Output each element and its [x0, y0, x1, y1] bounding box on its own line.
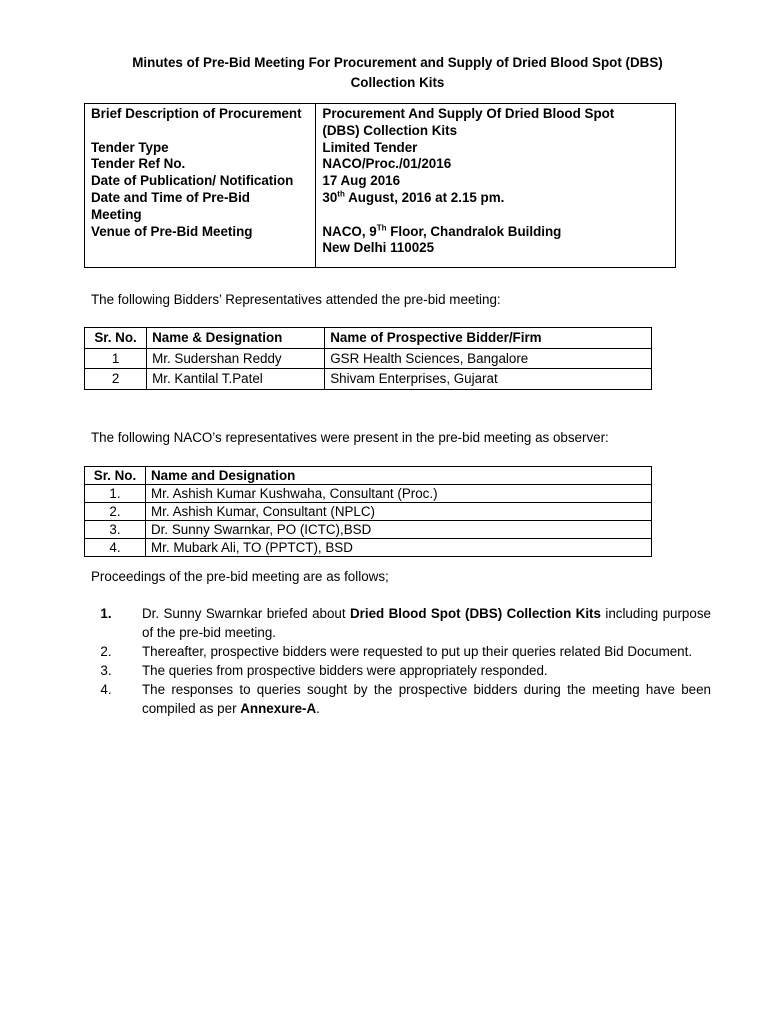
table-row — [85, 104, 676, 268]
table-cell — [85, 104, 316, 268]
brief-label: Brief Description of Procurement — [91, 106, 302, 121]
table-row — [85, 348, 652, 369]
table-cell: Mr. Mubark Ali, TO (PPTCT), BSD — [146, 539, 652, 557]
proceedings-intro: Proceedings of the pre-bid meeting are as follows; — [91, 569, 389, 584]
column-header: Sr. No. — [85, 467, 146, 485]
table-cell — [316, 104, 676, 268]
document-title — [90, 53, 705, 93]
list-number: 3. — [100, 663, 112, 678]
bidders-intro: The following Bidders’ Representatives attended the pre-bid meeting: — [91, 292, 501, 307]
table-header-row — [85, 328, 652, 349]
pub-date-label: Date of Publication/ Notification — [91, 173, 294, 189]
brief-value-1: Procurement And Supply Of Dried Blood Spot — [322, 106, 615, 121]
bidders-table — [84, 327, 652, 390]
pub-date-value: 17 Aug 2016 — [322, 173, 401, 189]
table-header-row — [85, 467, 652, 485]
table-cell: 1. — [85, 485, 146, 503]
venue-value-2: New Delhi 110025 — [322, 240, 435, 256]
list-number: 2. — [100, 644, 112, 659]
column-header: Name & Designation — [147, 328, 325, 349]
tender-type-label: Tender Type — [91, 139, 169, 155]
meeting-time-value: 30th August, 2016 at 2.15 pm. — [322, 189, 505, 205]
column-header: Name of Prospective Bidder/Firm — [325, 328, 652, 349]
list-item: 3. The queries from prospective bidders were appropriately responded. — [96, 661, 711, 680]
list-item: 2. Thereafter, prospective bidders were requested to put up their queries related Bid Document. — [96, 642, 711, 661]
table-row — [85, 521, 652, 539]
venue-label: Venue of Pre-Bid Meeting — [91, 223, 253, 239]
table-cell: 4. — [85, 539, 146, 557]
observers-intro: The following NACO’s representatives were present in the pre-bid meeting as observer: — [91, 430, 609, 445]
tender-ref-label: Tender Ref No. — [91, 156, 186, 172]
title-line-1: Minutes of Pre-Bid Meeting For Procurement and Supply of Dried Blood Spot (DBS) — [132, 55, 663, 70]
tender-details-table — [84, 103, 676, 268]
table-cell: Shivam Enterprises, Gujarat — [325, 369, 652, 390]
proceedings-list — [96, 604, 711, 718]
table-row — [85, 539, 652, 557]
title-line-2: Collection Kits — [350, 75, 445, 90]
tender-ref-value: NACO/Proc./01/2016 — [322, 156, 452, 172]
list-item: 1. Dr. Sunny Swarnkar briefed about Dried Blood Spot (DBS) Collection Kits including purpose of the pre-bid meeting. — [96, 604, 711, 642]
table-cell: Mr. Ashish Kumar Kushwaha, Consultant (Proc.) — [146, 485, 652, 503]
table-cell: 2. — [85, 503, 146, 521]
column-header: Name and Designation — [146, 467, 652, 485]
column-header: Sr. No. — [85, 328, 147, 349]
meeting-time-label-2: Meeting — [91, 206, 142, 222]
list-number: 4. — [100, 682, 112, 697]
table-row — [85, 485, 652, 503]
table-cell: Mr. Sudershan Reddy — [147, 348, 325, 369]
meeting-time-label-1: Date and Time of Pre-Bid — [91, 189, 250, 205]
table-cell: 3. — [85, 521, 146, 539]
table-cell: 1 — [85, 348, 147, 369]
table-cell: Mr. Ashish Kumar, Consultant (NPLC) — [146, 503, 652, 521]
venue-value: NACO, 9Th Floor, Chandralok Building — [322, 223, 562, 239]
table-cell: Dr. Sunny Swarnkar, PO (ICTC),BSD — [146, 521, 652, 539]
tender-type-value: Limited Tender — [322, 139, 418, 155]
observers-table — [84, 466, 652, 557]
list-item: 4. The responses to queries sought by the prospective bidders during the meeting have been compiled as per Annexure-A. — [96, 680, 711, 718]
table-cell: 2 — [85, 369, 147, 390]
table-cell: Mr. Kantilal T.Patel — [147, 369, 325, 390]
list-number: 1. — [100, 606, 112, 621]
table-row — [85, 369, 652, 390]
table-cell: GSR Health Sciences, Bangalore — [325, 348, 652, 369]
table-row — [85, 503, 652, 521]
brief-value-2: (DBS) Collection Kits — [322, 122, 458, 138]
